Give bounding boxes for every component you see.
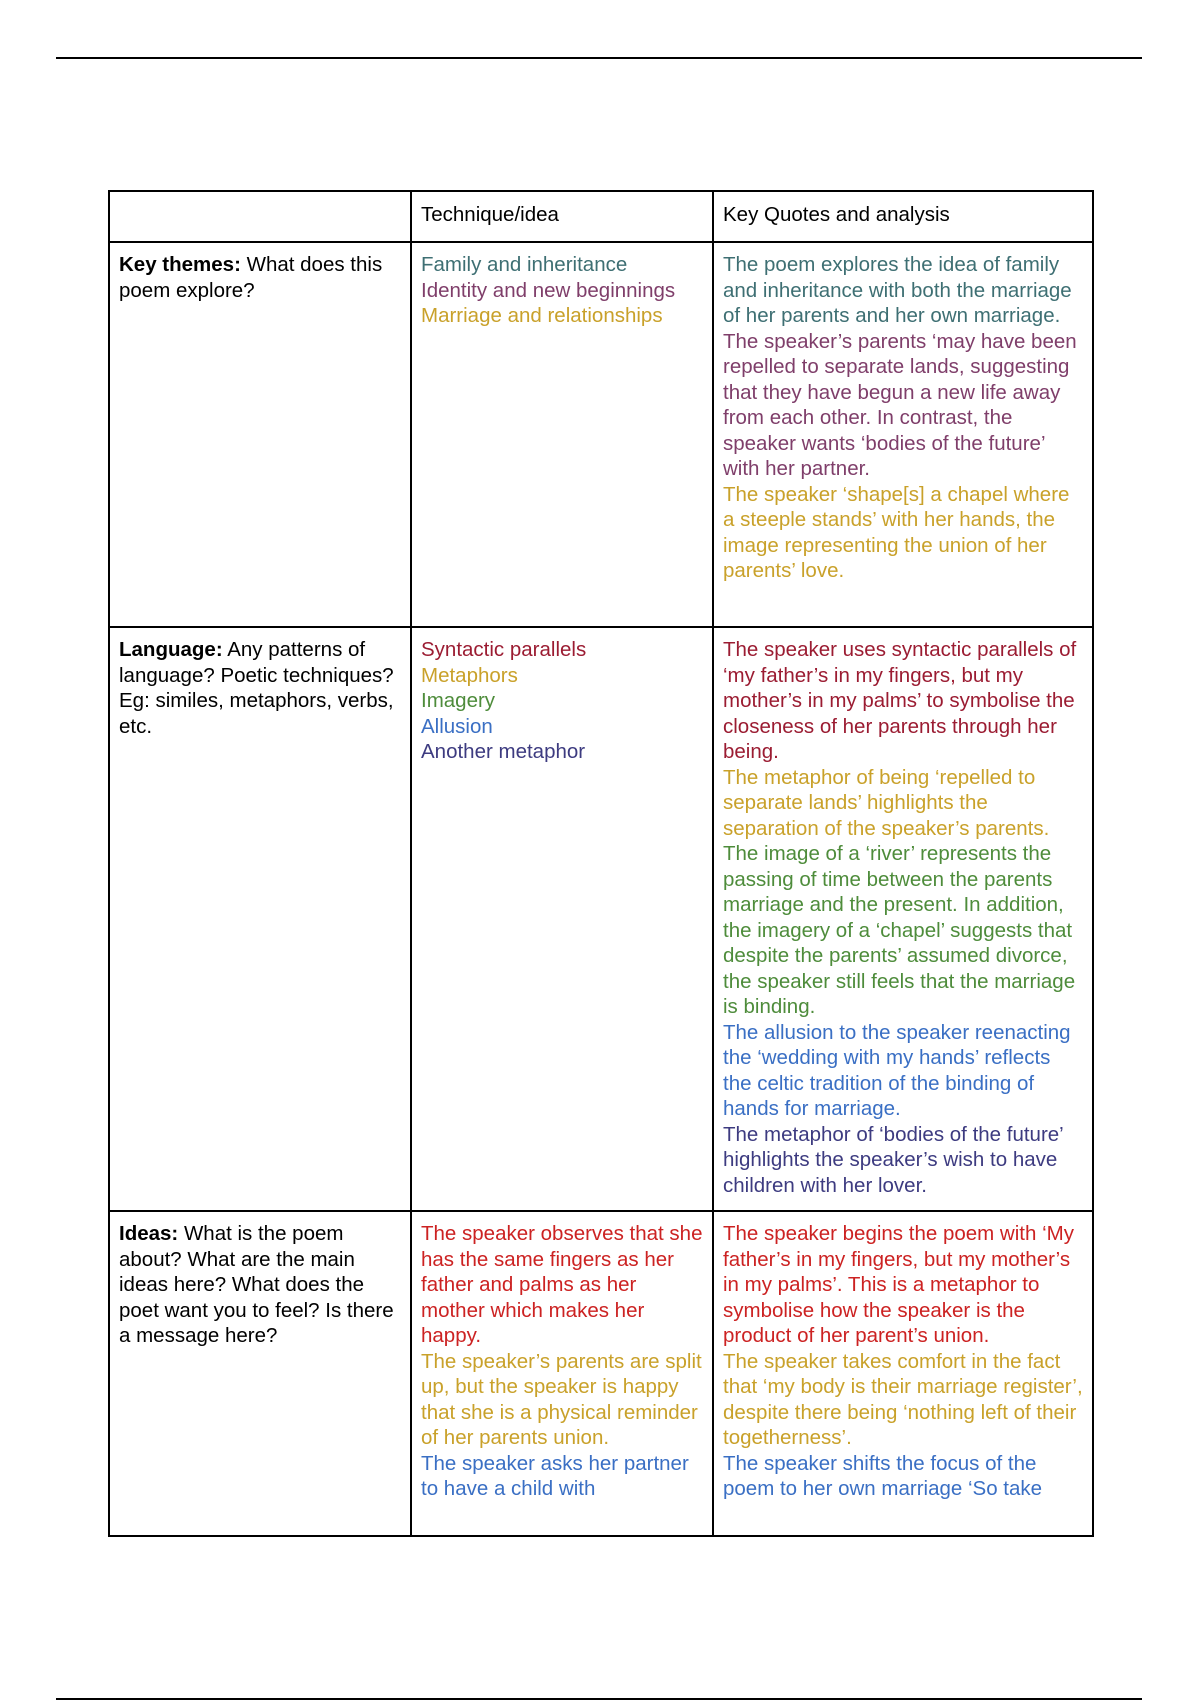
poem-analysis-table — [108, 190, 1094, 1537]
row-label-bold: Ideas: — [119, 1222, 179, 1245]
analysis-paragraph: The speaker ‘shape[s] a chapel where a steeple stands’ with her hands, the image representing the union of her parents’ love. — [723, 482, 1070, 582]
analysis-paragraph: The metaphor of ‘bodies of the future’ highlights the speaker’s wish to have children with her lover. — [723, 1122, 1063, 1197]
row-label-cell — [109, 242, 411, 627]
technique-item: Marriage and relationships — [421, 304, 663, 327]
analysis-paragraph: The poem explores the idea of family and inheritance with both the marriage of her parents and her own marriage. — [723, 253, 1072, 327]
analysis-paragraph: The speaker begins the poem with ‘My father’s in my fingers, but my mother’s in my palms’. This is a metaphor to symbolise how the speaker is the product of her parent’s union. — [723, 1222, 1074, 1347]
row-label-cell — [109, 1211, 411, 1536]
technique-item: Allusion — [421, 714, 493, 738]
table-row — [109, 242, 1093, 627]
row-label-text: What is the poem about? What are the main ideas here? What does the poet want you to feel? Is there a message here? — [119, 1222, 394, 1347]
technique-item: The speaker’s parents are split up, but the speaker is happy that she is a physical reminder of her parents union. — [421, 1349, 702, 1449]
header-rule — [56, 57, 1142, 59]
analysis-paragraph: The speaker takes comfort in the fact that ‘my body is their marriage register’, despite there being ‘nothing left of their togetherness’. — [723, 1349, 1083, 1449]
analysis-cell — [713, 627, 1093, 1211]
technique-cell — [411, 627, 713, 1211]
analysis-cell — [713, 1211, 1093, 1536]
technique-item: Syntactic parallels — [421, 638, 587, 661]
analysis-paragraph: The image of a ‘river’ represents the passing of time between the parents marriage and the present. In addition, the imagery of a ‘chapel’ suggests that despite the parents’ assumed divorce, the speaker still feels that the marriage is binding. — [723, 842, 1076, 1018]
analysis-cell — [713, 242, 1093, 627]
technique-item: Metaphors — [421, 663, 518, 687]
table-row — [109, 1211, 1093, 1536]
analysis-paragraph: The speaker’s parents ‘may have been repelled to separate lands, suggesting that they have begun a new life away from each other. In contrast, the speaker wants ‘bodies of the future’ with her partner. — [723, 329, 1077, 480]
header-cell-blank — [109, 191, 411, 242]
analysis-paragraph: The metaphor of being ‘repelled to separate lands’ highlights the separation of the speaker’s parents. — [723, 765, 1050, 840]
technique-item: The speaker asks her partner to have a child with — [421, 1451, 689, 1500]
header-cell-quotes: Key Quotes and analysis — [713, 191, 1093, 242]
analysis-paragraph: The speaker shifts the focus of the poem to her own marriage ‘So take — [723, 1451, 1043, 1500]
technique-item: Imagery — [421, 689, 496, 712]
technique-cell — [411, 242, 713, 627]
technique-item: The speaker observes that she has the same fingers as her father and palms as her mother which makes her happy. — [421, 1222, 703, 1347]
row-label-cell — [109, 627, 411, 1211]
row-label-bold: Key themes: — [119, 253, 241, 276]
analysis-paragraph: The speaker uses syntactic parallels of ‘my father’s in my fingers, but my mother’s in my palms’ to symbolise the closeness of her parents through her being. — [723, 638, 1077, 763]
technique-item: Family and inheritance — [421, 253, 628, 276]
table-row — [109, 627, 1093, 1211]
analysis-paragraph: The allusion to the speaker reenacting the ‘wedding with my hands’ reflects the celtic tradition of the binding of hands for marriage. — [723, 1020, 1071, 1120]
header-cell-technique: Technique/idea — [411, 191, 713, 242]
row-label-text: What does this poem explore? — [119, 253, 383, 302]
table-header-row — [109, 191, 1093, 242]
row-label-text: Any patterns of language? Poetic techniques? Eg: similes, metaphors, verbs, etc. — [119, 638, 394, 738]
technique-item: Identity and new beginnings — [421, 278, 676, 302]
row-label-bold: Language: — [119, 638, 223, 661]
technique-item: Another metaphor — [421, 740, 586, 763]
technique-cell — [411, 1211, 713, 1536]
